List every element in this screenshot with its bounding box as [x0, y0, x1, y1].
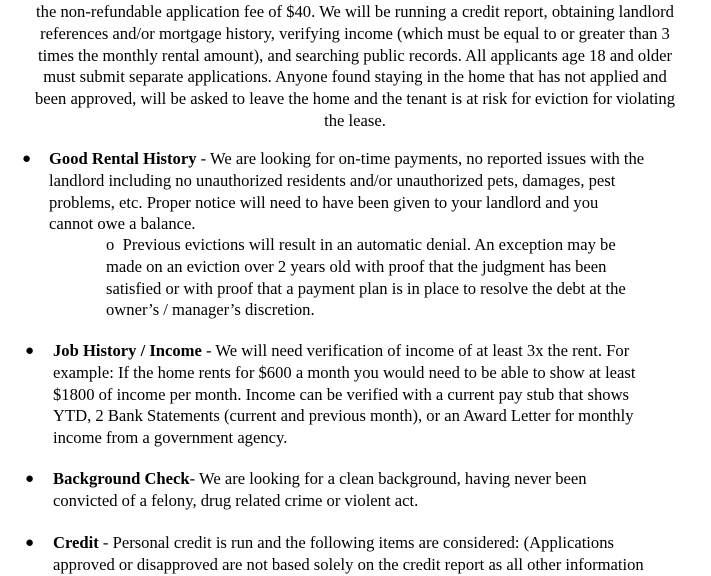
- bullet-first-line-text: - We are looking for a clean background, having never been: [189, 469, 587, 488]
- sub-bullet-line: owner’s / manager’s discretion.: [106, 300, 315, 320]
- bullet-text: [53, 468, 711, 512]
- bullet-first-line: [53, 532, 711, 554]
- bullet-first-line: [53, 468, 711, 490]
- sub-bullet-line: made on an eviction over 2 years old with proof that the judgment has been: [106, 256, 607, 276]
- bullet-first-line-text: - We are looking for on-time payments, no reported issues with the: [196, 149, 645, 168]
- bullet-marker: ●: [25, 343, 35, 359]
- bullet-line: convicted of a felony, drug related crime or violent act.: [53, 490, 419, 510]
- bullet-heading: Good Rental History: [49, 149, 197, 168]
- bullet-heading: Job History / Income: [53, 341, 202, 360]
- bullet-first-line-text: - Personal credit is run and the following items are considered: (Applications: [98, 533, 614, 552]
- bullet-line: income from a government agency.: [53, 428, 288, 448]
- bullet-line: example: If the home rents for $600 a month you would need to be able to show at least: [53, 362, 636, 382]
- bullet-line: cannot owe a balance.: [49, 214, 196, 234]
- bullet-line: approved or disapproved are not based solely on the credit report as all other information: [53, 554, 644, 574]
- sub-bullet-evictions: [106, 234, 696, 321]
- sub-bullet-first-line: [106, 234, 696, 256]
- bullet-first-line: [49, 148, 711, 170]
- bullet-marker: ●: [25, 535, 35, 551]
- bullet-text: [53, 532, 711, 576]
- sub-bullet-text: Previous evictions will result in an automatic denial. An exception may be: [122, 235, 616, 254]
- bullet-first-line: [53, 340, 711, 362]
- bullet-line: YTD, 2 Bank Statements (current and previous month), or an Award Letter for monthly: [53, 406, 634, 426]
- intro-line: must submit separate applications. Anyone found staying in the home that has not applied and: [43, 67, 667, 87]
- bullet-heading: Credit: [53, 533, 99, 552]
- intro-line: been approved, will be asked to leave the home and the tenant is at risk for eviction for violating: [34, 89, 676, 109]
- intro-paragraph: [0, 1, 711, 132]
- bullet-line: problems, etc. Proper notice will need to have been given to your landlord and you: [49, 192, 599, 212]
- bullet-first-line-text: - We will need verification of income of at least 3x the rent. For: [201, 341, 630, 360]
- bullet-heading: Background Check: [53, 469, 190, 488]
- bullet-text: [53, 340, 711, 449]
- sub-bullet-marker: o: [106, 235, 115, 254]
- intro-line: references and/or mortgage history, verifying income (which must be equal to or greater than 3: [40, 23, 670, 43]
- sub-bullet-line: satisfied or with proof that a payment plan is in place to resolve the debt at the: [106, 278, 626, 298]
- bullet-text: [49, 148, 711, 235]
- intro-line: the non-refundable application fee of $40. We will be running a credit report, obtaining landlord: [36, 2, 674, 21]
- bullet-marker: ●: [22, 151, 32, 167]
- intro-line: times the monthly rental amount), and searching public records. All applicants age 18 and older: [37, 45, 673, 65]
- intro-line: the lease.: [324, 110, 386, 130]
- bullet-line: $1800 of income per month. Income can be verified with a current pay stub that shows: [53, 384, 630, 404]
- bullet-line: landlord including no unauthorized residents and/or unauthorized pets, damages, pest: [49, 170, 616, 190]
- bullet-marker: ●: [25, 471, 35, 487]
